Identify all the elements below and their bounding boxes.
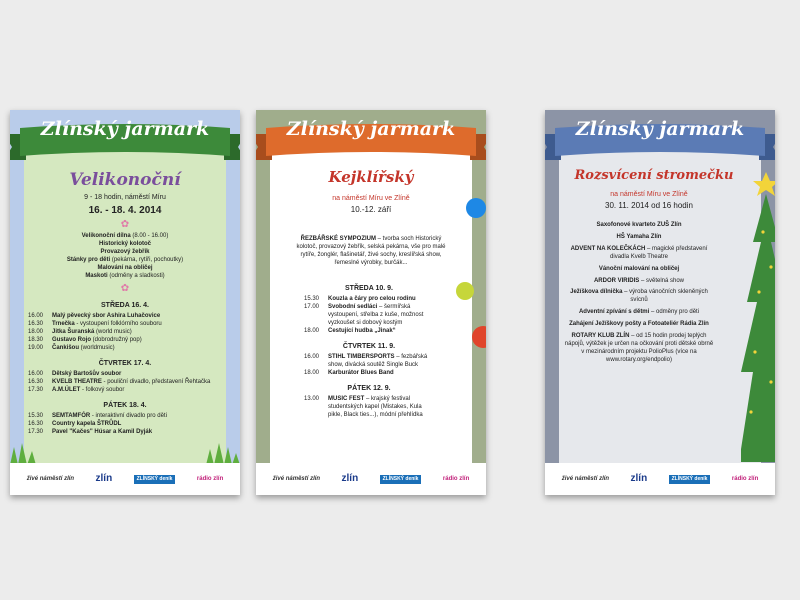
program-list — [563, 222, 715, 369]
list-item — [28, 241, 222, 249]
logo-zlin: zlín — [95, 473, 113, 484]
day-heading: PÁTEK 18. 4. — [103, 401, 147, 409]
day-heading: ČTVRTEK 17. 4. — [98, 359, 152, 367]
row-time: 17.30 — [28, 386, 44, 393]
row-note: – šermířská vystoupení, střelba z kuše, možnost vyzkoušet si dobový kostým — [328, 304, 424, 326]
footer-logos — [256, 463, 486, 495]
row-note: (world music) — [94, 329, 132, 336]
row-text — [52, 313, 160, 321]
list-item — [28, 257, 222, 265]
row-text — [52, 371, 121, 379]
item-title: Stánky pro děti — [66, 256, 111, 263]
row-act: MUSIC FEST — [328, 395, 365, 402]
row-time: 18.00 — [304, 369, 320, 376]
flower-icon: ✿ — [120, 219, 130, 230]
row-text — [328, 304, 434, 328]
row-act: A.M.ÚLET — [52, 386, 81, 393]
row-act: Čankišou — [52, 344, 80, 351]
list-item — [28, 233, 222, 241]
row-act: Pavel "Kačes" Húsar a Kamil Dyják — [52, 428, 153, 435]
logo-denik: ZLÍNSKÝ deník — [380, 475, 422, 484]
schedule-row — [28, 329, 222, 337]
list-item — [28, 273, 222, 281]
row-time: 18.00 — [304, 327, 320, 334]
poster-title: Zlínský jarmark — [40, 118, 210, 140]
row-time: 16.30 — [28, 378, 44, 385]
schedule-row — [304, 396, 434, 420]
list-item — [28, 265, 222, 273]
row-note: - folkový soubor — [80, 386, 125, 393]
attractions-list — [28, 233, 222, 280]
poster-dates: 30. 11. 2014 od 16 hodin — [605, 201, 693, 210]
row-text — [328, 396, 434, 420]
schedule-row — [304, 328, 434, 336]
poster-time: 9 - 18 hodin, náměstí Míru — [84, 194, 166, 201]
row-act: Karburátor Blues Band — [328, 369, 394, 376]
row-note: - vystoupení folklórního souboru — [74, 321, 162, 328]
poster-place: na náměstí Míru ve Zlíně — [332, 195, 410, 202]
schedule-row — [28, 371, 222, 379]
row-text — [52, 329, 132, 337]
circle-decoration-yellow — [456, 282, 474, 300]
schedule-row — [28, 321, 222, 329]
logo-radio-zlin: rádio zlín — [731, 476, 759, 482]
item-title: ROTARY KLUB ZLÍN — [571, 333, 630, 340]
poster-rozsviceni — [545, 110, 775, 495]
schedule-row — [28, 345, 222, 353]
row-text — [52, 413, 167, 421]
list-item — [563, 321, 715, 329]
list-item — [563, 266, 715, 274]
footer-logos — [10, 463, 240, 495]
row-text — [52, 429, 152, 437]
row-text — [52, 387, 124, 395]
day-heading: PÁTEK 12. 9. — [347, 384, 391, 392]
row-text — [328, 296, 416, 304]
row-text — [52, 321, 162, 329]
row-time: 16.00 — [304, 354, 320, 360]
row-time: 18.30 — [28, 336, 44, 343]
poster-place: na náměstí Míru ve Zlíně — [610, 191, 688, 198]
schedule-row — [304, 304, 434, 328]
logo-denik: ZLÍNSKÝ deník — [669, 475, 711, 484]
list-item — [28, 249, 222, 257]
item-note: – magické představení divadla Kvelb Theatre — [610, 245, 708, 260]
schedule-row — [304, 370, 434, 378]
logo-zlin: zlín — [630, 473, 648, 484]
logo-zlin: zlín — [341, 473, 359, 484]
item-title: ADVENT NA KOLEČKÁCH — [570, 245, 646, 252]
christmas-tree-icon — [741, 172, 775, 462]
row-text — [328, 328, 396, 336]
item-title: Adventní zpívání s dětmi — [578, 309, 650, 316]
logo-radio-zlin: rádio zlín — [196, 476, 224, 482]
poster-dates: 10.-12. září — [350, 205, 392, 214]
row-act: Jitka Šuranská — [52, 329, 95, 336]
row-act: SEMTAMFÓR — [52, 412, 91, 419]
row-act: Dětský Bartošův soubor — [52, 371, 122, 377]
row-time: 16.00 — [28, 313, 44, 320]
day-heading: STŘEDA 10. 9. — [345, 285, 393, 292]
logo-zive-namesti: živé náměstí zlín — [26, 476, 75, 482]
row-text — [328, 370, 394, 378]
item-title: Vánoční malování na obličej — [598, 265, 680, 272]
row-text — [52, 379, 210, 387]
day-heading: STŘEDA 16. 4. — [101, 302, 149, 309]
row-time: 15.30 — [28, 412, 44, 419]
schedule-row — [28, 379, 222, 387]
row-text — [52, 337, 142, 345]
logo-radio-zlin: rádio zlín — [442, 476, 470, 482]
grass-decoration — [10, 443, 240, 465]
row-time: 15.30 — [304, 296, 320, 303]
item-title: ARDOR VIRIDIS — [593, 277, 640, 284]
item-note: (odměny a sladkosti) — [107, 272, 165, 279]
row-act: Svobodní sedláci — [328, 304, 378, 311]
row-time: 17.30 — [28, 428, 44, 435]
poster-title: Zlínský jarmark — [286, 118, 456, 140]
row-time: 19.00 — [28, 344, 44, 351]
list-item — [563, 222, 715, 230]
schedule-row — [304, 354, 434, 370]
row-text — [52, 345, 115, 353]
item-note: – světelná show — [639, 277, 685, 284]
logo-denik: ZLÍNSKÝ deník — [134, 475, 176, 484]
row-act: STIHL TIMBERSPORTS — [328, 354, 395, 360]
flower-icon: ✿ — [120, 283, 130, 294]
row-act: Country kapela ŠTRŮDL — [52, 420, 122, 427]
program-schedule — [28, 295, 222, 437]
row-act: Cestující hudba „Jinak“ — [328, 327, 396, 334]
item-title: Historický kolotoč — [98, 240, 151, 247]
list-item — [563, 309, 715, 317]
row-time: 13.00 — [304, 395, 320, 402]
item-title: HŠ Yamaha Zlín — [616, 233, 662, 240]
row-note: - pouliční divadlo, představení Řehtačka — [101, 378, 211, 385]
poster-title: Zlínský jarmark — [575, 118, 745, 140]
schedule-row — [28, 337, 222, 345]
poster-subtitle: Velikonoční — [69, 170, 181, 190]
schedule-row — [28, 387, 222, 395]
row-note: – fezbářská show, divácká soutěž Single Buck — [328, 354, 428, 368]
item-note: – výroba vánočních skleněných svícnů — [622, 289, 708, 304]
day-heading: ČTVRTEK 11. 9. — [342, 342, 396, 350]
row-note: (worldmusic) — [79, 344, 115, 351]
list-item — [563, 333, 715, 365]
row-act: KVELB THEATRE — [52, 378, 102, 385]
row-note: (dobrodružný pop) — [91, 336, 142, 343]
list-item — [563, 246, 715, 262]
row-act: Malý pěvecký sbor Ashira Luhačovice — [52, 313, 161, 320]
poster-subtitle: Rozsvícení stromečku — [574, 168, 734, 183]
intro-text: ŘEZBÁŘSKÉ SYMPOZIUM – tvorba soch Historický kolotoč, provazový žebřík, selská pekárna, vše pro malé rytíře, žonglér, flašinetář, živé sochy, kreslířská show, řemeslné výrobky, burčák... — [296, 236, 446, 266]
schedule-row — [28, 413, 222, 421]
item-title: Velikonoční dílna — [81, 233, 131, 239]
row-note: - interaktivní divadlo pro děti — [90, 412, 167, 419]
row-time: 18.00 — [28, 329, 44, 336]
item-title: Provazový žebřík — [100, 248, 150, 255]
row-time: 17.00 — [304, 304, 320, 311]
schedule-row — [28, 421, 222, 429]
circle-decoration-blue — [466, 198, 486, 218]
item-note: – odměny pro děti — [649, 309, 700, 316]
schedule-row — [28, 429, 222, 437]
item-title: Saxofonové kvarteto ZUŠ Zlín — [596, 222, 682, 228]
row-act: Trnečka — [52, 321, 75, 328]
poster-subtitle: Kejklířský — [328, 168, 414, 186]
item-note: (pekárna, rytíři, pochoutky) — [110, 256, 184, 263]
item-title: Malování na obličej — [97, 264, 153, 271]
schedule-row — [28, 313, 222, 321]
row-time: 16.00 — [28, 371, 44, 377]
logo-zive-namesti: živé náměstí zlín — [272, 476, 321, 482]
row-time: 16.30 — [28, 321, 44, 328]
footer-logos — [545, 463, 775, 495]
row-note: – krajský festival studentských kapel (Mistakes, Kula pikle, Black ties...), módní přehlídka — [328, 395, 423, 418]
row-text — [52, 421, 121, 429]
logo-zive-namesti: živé náměstí zlín — [561, 476, 610, 482]
poster-dates: 16. - 18. 4. 2014 — [88, 205, 162, 216]
item-note: (8.00 - 16.00) — [130, 233, 169, 239]
list-item — [563, 289, 715, 305]
item-title: Zahájení Ježíškovy pošty a Fotoateliér Rádia Zlín — [569, 321, 709, 328]
row-time: 16.30 — [28, 420, 44, 427]
circle-decoration-red — [472, 326, 486, 348]
list-item — [563, 278, 715, 286]
poster-velikonocni — [10, 110, 240, 495]
poster-kejklirsky — [256, 110, 486, 495]
item-title: Maskoti — [85, 272, 108, 279]
program-schedule — [304, 278, 434, 420]
row-text — [328, 354, 434, 370]
item-note: – od 15 hodin prodej teplých nápojů, výtěžek je určen na očkování proti dětské obrně v mezinárodním projektu PolioPlus (více na www.rotary.org/endpolio) — [564, 333, 714, 363]
row-act: Kouzla a čáry pro celou rodinu — [328, 296, 416, 303]
list-item — [563, 234, 715, 242]
item-title: Ježíškova dílnička — [570, 289, 623, 296]
row-act: Gustavo Rojo — [52, 336, 92, 343]
schedule-row — [304, 296, 434, 304]
